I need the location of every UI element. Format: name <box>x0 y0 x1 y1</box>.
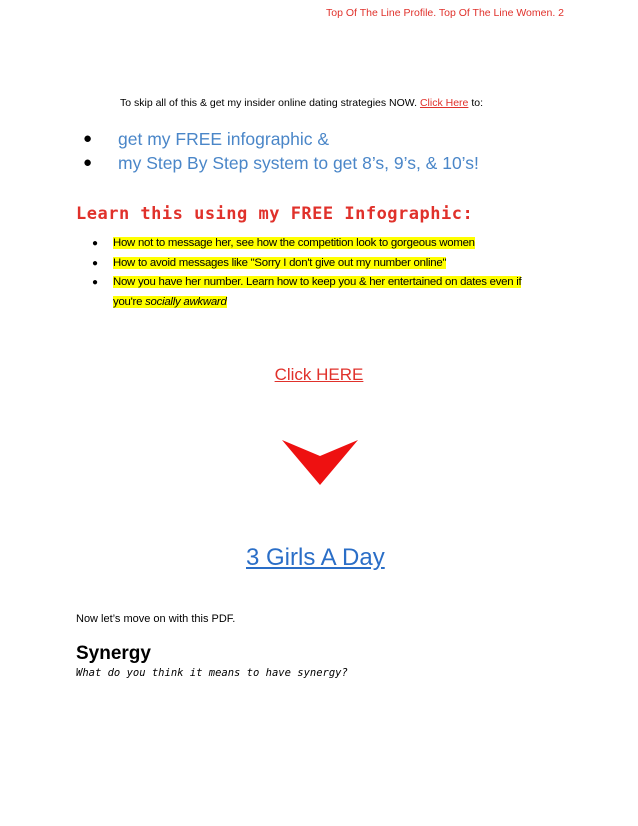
offer-list <box>82 127 479 175</box>
click-here-link[interactable]: Click Here <box>419 97 469 109</box>
infographic-point: How to avoid messages like "Sorry I don't give out my number online" <box>113 256 447 269</box>
click-here-button[interactable]: Click HERE <box>274 365 364 384</box>
learn-heading: Learn this using my FREE Infographic: <box>76 204 474 224</box>
bullet-icon: ● <box>83 130 93 147</box>
list-item <box>92 254 542 274</box>
girls-a-day-link[interactable]: 3 Girls A Day <box>246 544 385 571</box>
skip-instruction <box>120 97 483 109</box>
section-title: Synergy <box>76 643 151 664</box>
infographic-point-text: Now you have her number. Learn how to keep you & her entertained on dates even if you're <box>113 276 522 308</box>
list-item <box>92 234 542 254</box>
bullet-icon: ● <box>83 154 93 171</box>
skip-text: To skip all of this & get my insider online dating strategies NOW. <box>120 97 420 109</box>
page-header: Top Of The Line Profile. Top Of The Line Women. 2 <box>326 7 564 19</box>
offer-item-text: get my FREE infographic & <box>118 129 330 149</box>
bullet-icon: ● <box>92 257 98 269</box>
click-here-block <box>0 365 638 385</box>
skip-suffix: to: <box>468 97 483 109</box>
bullet-icon: ● <box>92 277 98 288</box>
arrow-shape <box>282 440 358 485</box>
offer-item-text: my Step By Step system to get 8’s, 9’s, & 10’s! <box>118 153 479 173</box>
list-item <box>92 273 542 312</box>
bullet-icon: ● <box>92 238 98 249</box>
synergy-question: What do you think it means to have synergy? <box>76 667 348 679</box>
infographic-list <box>92 234 542 312</box>
down-arrow-icon[interactable] <box>282 437 358 485</box>
move-on-text: Now let’s move on with this PDF. <box>76 613 236 625</box>
list-item <box>82 127 479 151</box>
list-item <box>82 151 479 175</box>
infographic-point: How not to message her, see how the competition look to gorgeous women <box>113 237 475 249</box>
infographic-point-emphasis: socially awkward <box>145 295 227 308</box>
infographic-point <box>113 276 521 308</box>
